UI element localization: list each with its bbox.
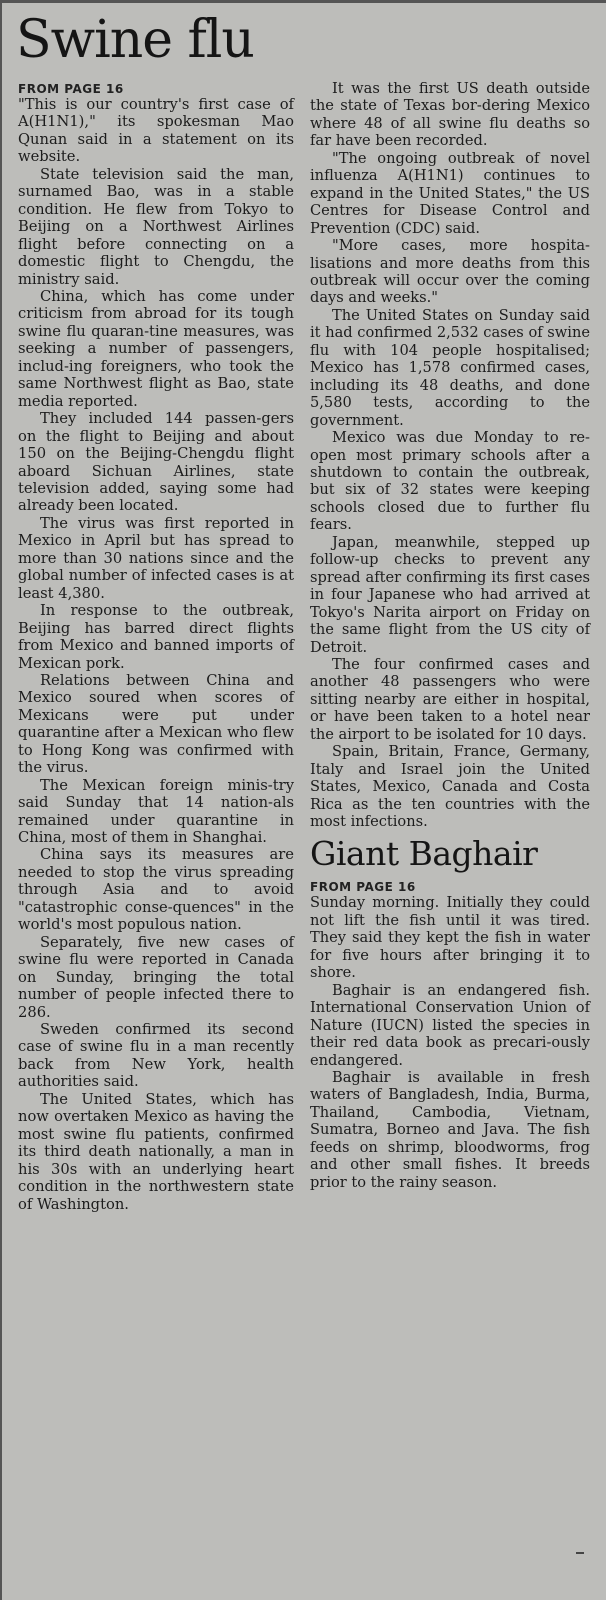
article-paragraph: Separately, five new cases of swine flu were reported in Canada on Sunday, bringing the total number of people infected there to 286. (18, 933, 294, 1021)
article-paragraph: The Mexican foreign minis-try said Sunday that 14 nation-als remained under quarantine in China, most of them in Shanghai. (18, 776, 294, 847)
top-rule (2, 0, 606, 3)
article-paragraph: Mexico was due Monday to re-open most primary schools after a shutdown to contain the outbreak, but six of 32 states were keeping schools closed due to further flu fears. (310, 429, 590, 534)
story1-kicker: FROM PAGE 16 (18, 82, 124, 96)
article-paragraph: It was the first US death outside the state of Texas bor-dering Mexico where 48 of all swine flu deaths so far have been recorded. (310, 80, 590, 150)
article-paragraph: "This is our country's first case of A(H1N1)," its spokesman Mao Qunan said in a statement on its website. (18, 96, 294, 166)
column-end-mark (576, 1552, 584, 1554)
article-paragraph: Baghair is an endangered fish. International Conservation Union of Nature (IUCN) listed the species in their red data book as precari-ously endangered. (310, 981, 590, 1069)
story2-headline: Giant Baghair (310, 834, 538, 874)
right-column (310, 80, 590, 1191)
article-paragraph: China says its measures are needed to stop the virus spreading through Asia and to avoid "catastrophic conse-quences" in the world's most populous nation. (18, 846, 294, 934)
headline: Swine flu (16, 10, 254, 70)
article-paragraph: The United States on Sunday said it had confirmed 2,532 cases of swine flu with 104 people hospitalised; Mexico has 1,578 confirmed cases, including its 48 deaths, and done 5,580 tests, according to the government. (310, 306, 590, 429)
article-paragraph: China, which has come under criticism from abroad for its tough swine flu quaran-tine measures, was seeking a number of passengers, includ-ing foreigners, who took the same Northwest flight as Bao, state media reported. (18, 287, 294, 410)
left-column (18, 82, 294, 1213)
article-paragraph: The United States, which has now overtaken Mexico as having the most swine flu patients, confirmed its third death nationally, a man in his 30s with an underlying heart condition in the northwestern state of Washington. (18, 1090, 294, 1213)
article-paragraph: Spain, Britain, France, Germany, Italy and Israel join the United States, Mexico, Canada and Costa Rica as the ten countries with the most infections. (310, 743, 590, 831)
article-paragraph: The virus was first reported in Mexico in April but has spread to more than 30 nations since and the global number of infected cases is at least 4,380. (18, 514, 294, 602)
article-paragraph: They included 144 passen-gers on the flight to Beijing and about 150 on the Beijing-Chengdu flight aboard Sichuan Airlines, state television added, saying some had already been located. (18, 410, 294, 515)
article-paragraph: Relations between China and Mexico soured when scores of Mexicans were put under quarantine after a Mexican who flew to Hong Kong was confirmed with the virus. (18, 671, 294, 777)
article-paragraph: Baghair is available in fresh waters of Bangladesh, India, Burma, Thailand, Cambodia, Vietnam, Sumatra, Borneo and Java. The fish feeds on shrimp, bloodworms, frog and other small fishes. It breeds prior to the rainy season. (310, 1069, 590, 1191)
article-paragraph: "The ongoing outbreak of novel influenza A(H1N1) continues to expand in the United States," the US Centres for Disease Control and Prevention (CDC) said. (310, 149, 590, 237)
article-paragraph: "More cases, more hospita-lisations and more deaths from this outbreak will occur over the coming days and weeks." (310, 237, 590, 307)
article-paragraph: Sweden confirmed its second case of swine flu in a man recently back from New York, health authorities said. (18, 1021, 294, 1091)
article-paragraph: Sunday morning. Initially they could not lift the fish until it was tired. They said they kept the fish in water for five hours after bringing it to shore. (310, 894, 590, 982)
article-paragraph: The four confirmed cases and another 48 passengers who were sitting nearby are either in hospital, or have been taken to a hotel near the airport to be isolated for 10 days. (310, 655, 590, 743)
article-paragraph: State television said the man, surnamed Bao, was in a stable condition. He flew from Tokyo to Beijing on a Northwest Airlines flight before connecting on a domestic flight to Chengdu, the ministry said. (18, 165, 294, 288)
article-paragraph: In response to the outbreak, Beijing has barred direct flights from Mexico and banned imports of Mexican pork. (18, 602, 294, 672)
story2-kicker: FROM PAGE 16 (310, 880, 416, 895)
article-paragraph: Japan, meanwhile, stepped up follow-up checks to prevent any spread after confirming its first cases in four Japanese who had arrived at Tokyo's Narita airport on Friday on the same flight from the US city of Detroit. (310, 533, 590, 656)
